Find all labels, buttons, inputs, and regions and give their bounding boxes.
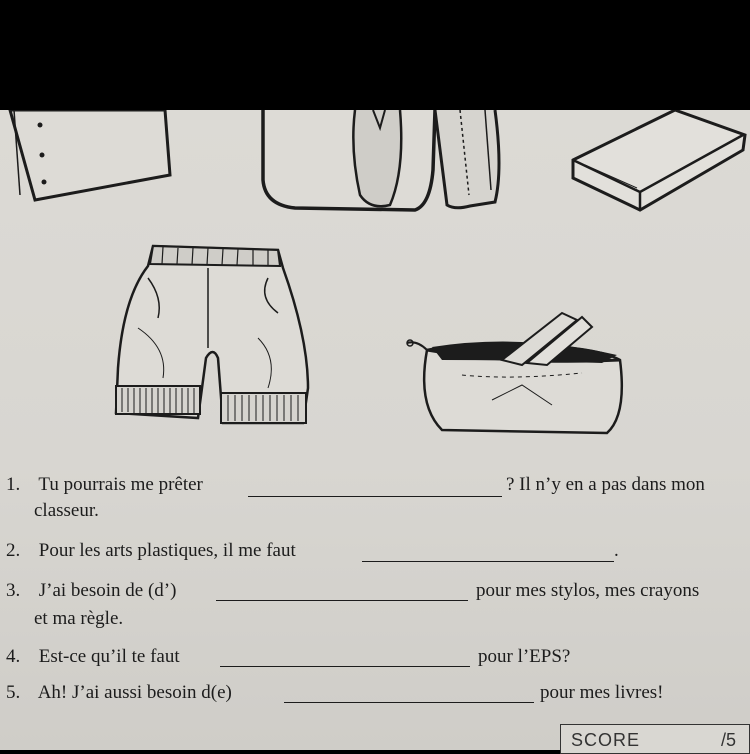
dark-background — [0, 0, 750, 110]
eraser-illustration — [565, 110, 750, 225]
question-number: 3. — [6, 580, 21, 601]
answer-blank-1[interactable] — [248, 496, 502, 497]
answer-blank-5[interactable] — [284, 702, 534, 703]
answer-blank-3[interactable] — [216, 600, 468, 601]
backpack-illustration — [255, 110, 510, 220]
question-2-after: . — [614, 540, 619, 561]
answer-blank-4[interactable] — [220, 666, 470, 667]
question-5 — [6, 682, 232, 704]
shorts-illustration — [108, 238, 318, 433]
question-text-before: Ah! J’ai aussi besoin d(e) — [37, 682, 232, 703]
question-1-after: ? Il n’y en a pas dans mon — [506, 474, 705, 495]
question-4 — [6, 646, 180, 668]
question-1 — [6, 474, 203, 496]
question-3-continuation: et ma règle. — [34, 608, 124, 629]
question-text-before: Tu pourrais me prêter — [38, 474, 203, 495]
question-number: 4. — [6, 646, 21, 667]
question-4-after: pour l’EPS? — [478, 646, 571, 667]
question-1-continuation: classeur. — [34, 500, 99, 521]
question-3-after: pour mes stylos, mes crayons — [476, 580, 700, 601]
pencil-case-illustration — [402, 305, 632, 440]
question-text-before: J’ai besoin de (d’) — [38, 580, 177, 601]
question-text-before: Pour les arts plastiques, il me faut — [38, 540, 296, 561]
question-number: 2. — [6, 540, 21, 561]
question-text-before: Est-ce qu’il te faut — [38, 646, 180, 667]
question-number: 1. — [6, 474, 21, 495]
question-2 — [6, 540, 296, 562]
score-total: /5 — [721, 730, 737, 750]
question-3 — [6, 580, 176, 602]
question-number: 5. — [6, 682, 21, 703]
answer-blank-2[interactable] — [362, 561, 614, 562]
question-5-after: pour mes livres! — [540, 682, 664, 703]
notebook-illustration — [0, 110, 180, 210]
score-label: SCORE — [571, 730, 641, 750]
